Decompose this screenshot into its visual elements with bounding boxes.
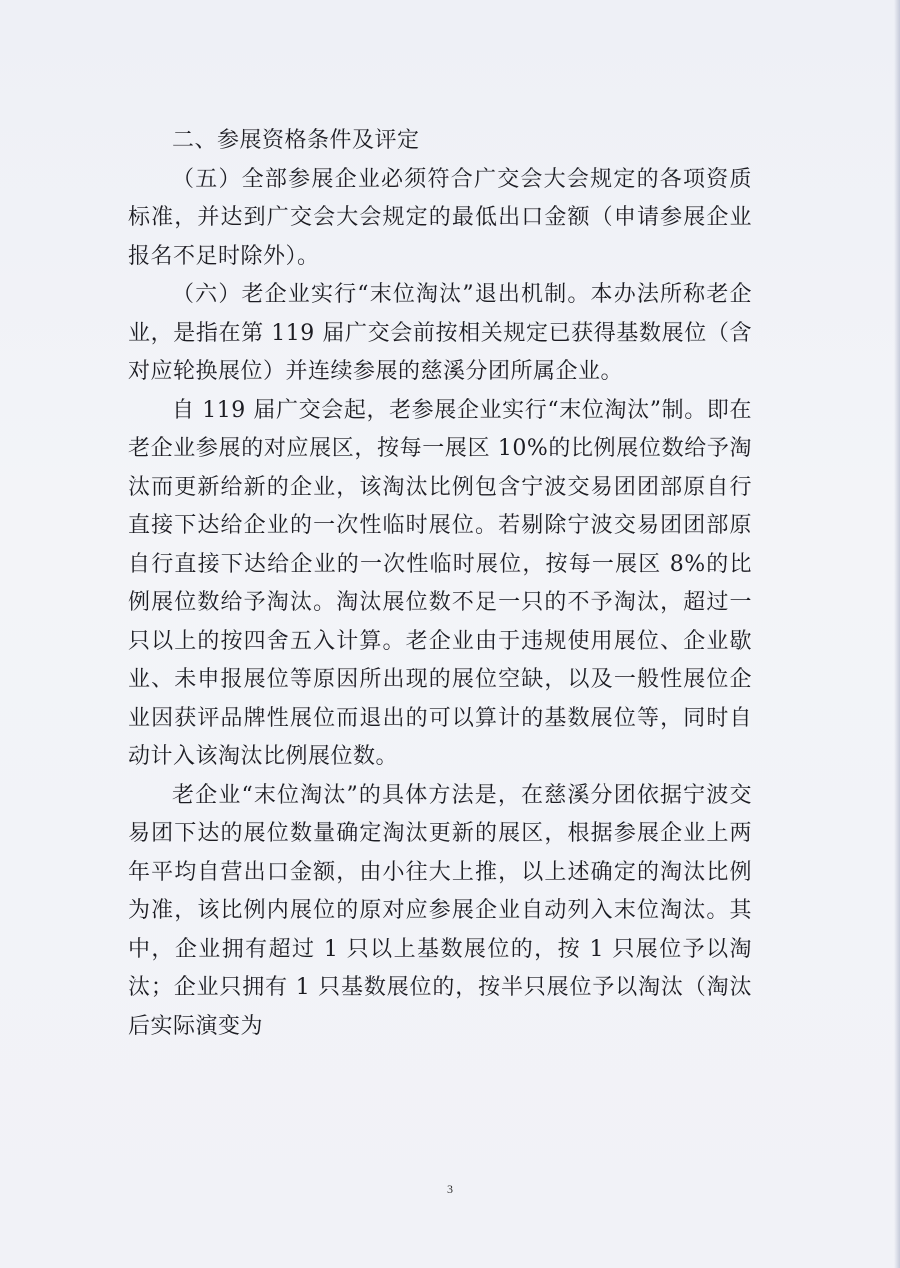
body-text	[128, 120, 752, 1046]
scan-edge-shadow	[894, 0, 900, 1268]
paragraph-elimination-rule: 自 119 届广交会起，老参展企业实行“末位淘汰”制。即在老企业参展的对应展区，按每一展区 10%的比例展位数给予淘汰而更新给新的企业，该淘汰比例包含宁波交易团团部原自行直接下达给企业的一次性临时展位。若剔除宁波交易团团部原自行直接下达给企业的一次性临时展位，按每一展区 8%的比例展位数给予淘汰。淘汰展位数不足一只的不予淘汰，超过一只以上的按四舍五入计算。老企业由于违规使用展位、企业歇业、未申报展位等原因所出现的展位空缺，以及一般性展位企业因获评品牌性展位而退出的可以算计的基数展位等，同时自动计入该淘汰比例展位数。	[128, 397, 752, 769]
section-heading: 二、参展资格条件及评定	[172, 128, 420, 153]
paragraph-elimination-method: 老企业“末位淘汰”的具体方法是，在慈溪分团依据宁波交易团下达的展位数量确定淘汰更新的展区，根据参展企业上两年平均自营出口金额，由小往大上推，以上述确定的淘汰比例为准，该比例内展位的原对应参展企业自动列入末位淘汰。其中，企业拥有超过 1 只以上基数展位的，按 1 只展位予以淘汰；企业只拥有 1 只基数展位的，按半只展位予以淘汰（淘汰后实际演变为	[128, 782, 752, 1039]
page-number: 3	[447, 1182, 453, 1196]
paragraph-item-6: （六）老企业实行“末位淘汰”退出机制。本办法所称老企业，是指在第 119 届广交会前按相关规定已获得基数展位（含对应轮换展位）并连续参展的慈溪分团所属企业。	[128, 282, 752, 384]
paragraph-item-5: （五）全部参展企业必须符合广交会大会规定的各项资质标准，并达到广交会大会规定的最低出口金额（申请参展企业报名不足时除外）。	[128, 166, 752, 269]
